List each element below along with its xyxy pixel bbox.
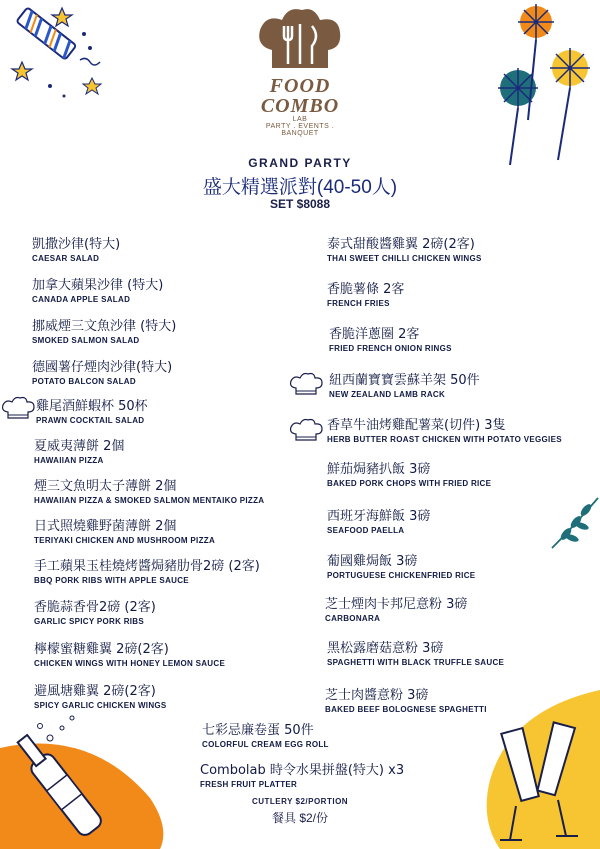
chef-hat-icon xyxy=(250,6,350,76)
menu-item xyxy=(36,399,148,425)
item-name-zh: 香脆洋蔥圈 2客 xyxy=(329,327,420,342)
menu-item xyxy=(32,237,120,263)
set-price: SET $8088 xyxy=(269,197,331,211)
menu-item xyxy=(329,327,452,353)
item-name-en: HAWAIIAN PIZZA xyxy=(34,456,104,465)
item-name-zh: 香脆薯條 2客 xyxy=(327,282,405,297)
item-name-zh: 檸檬蜜糖雞翼 2磅(2客) xyxy=(34,642,169,657)
champagne-bottle-icon xyxy=(0,708,180,849)
item-name-zh: 挪威煙三文魚沙律 (特大) xyxy=(32,319,177,334)
item-name-en: COLORFUL CREAM EGG ROLL xyxy=(202,740,329,749)
cutlery-note-en: CUTLERY $2/PORTION xyxy=(251,797,349,806)
menu-item xyxy=(329,373,480,399)
menu-item xyxy=(325,597,467,623)
logo-line-2: COMBO xyxy=(260,95,340,117)
item-name-zh: 手工蘋果玉桂燒烤醬焗豬肋骨2磅 (2客) xyxy=(34,559,260,574)
item-name-en: FRIED FRENCH ONION RINGS xyxy=(329,344,452,353)
item-name-zh: 泰式甜酸醬雞翼 2磅(2客) xyxy=(327,237,475,252)
firework-icon xyxy=(488,0,600,170)
menu-item xyxy=(327,509,430,535)
item-name-zh: 西班牙海鮮飯 3磅 xyxy=(327,509,431,524)
item-name-zh: 鮮茄焗豬扒飯 3磅 xyxy=(327,462,431,477)
menu-item xyxy=(34,642,225,668)
menu-item xyxy=(327,237,482,263)
item-name-en: SEAFOOD PAELLA xyxy=(327,526,405,535)
menu-item xyxy=(327,641,504,667)
title-zh: 盛大精選派對(40-50人) xyxy=(202,177,398,198)
item-name-en: GARLIC SPICY PORK RIBS xyxy=(34,617,145,626)
item-name-zh: 避風塘雞翼 2磅(2客) xyxy=(34,684,156,699)
menu-item xyxy=(327,462,491,488)
logo xyxy=(250,6,350,136)
chef-hat-icon xyxy=(288,418,324,444)
item-name-en: TERIYAKI CHICKEN AND MUSHROOM PIZZA xyxy=(34,536,216,545)
item-name-en: HAWAIIAN PIZZA & SMOKED SALMON MENTAIKO PIZZA xyxy=(34,496,265,505)
menu-item xyxy=(327,418,562,444)
item-name-en: PRAWN COCKTAIL SALAD xyxy=(36,416,145,425)
item-name-zh: 加拿大蘋果沙律 (特大) xyxy=(32,278,164,293)
menu-item xyxy=(200,763,404,789)
item-name-en: NEW ZEALAND LAMB RACK xyxy=(329,390,446,399)
menu-item xyxy=(34,439,124,465)
menu-item xyxy=(325,688,487,714)
menu-item xyxy=(34,600,156,626)
menu-item xyxy=(34,479,264,505)
menu-item xyxy=(202,723,329,749)
item-name-en: SMOKED SALMON SALAD xyxy=(32,336,140,345)
item-name-zh: 煙三文魚明太子薄餅 2個 xyxy=(34,479,177,494)
item-name-en: FRENCH FRIES xyxy=(327,299,390,308)
item-name-zh: 紐西蘭寶寶雲蘇羊架 50件 xyxy=(329,373,480,388)
item-name-en: CAESAR SALAD xyxy=(32,254,100,263)
cutlery-note-zh: 餐具 $2/份 xyxy=(271,811,329,825)
leaf-branch-icon xyxy=(548,492,600,552)
item-name-zh: 七彩忌廉卷蛋 50件 xyxy=(202,723,314,738)
item-name-zh: 芝士煙肉卡邦尼意粉 3磅 xyxy=(325,597,468,612)
title-en: GRAND PARTY xyxy=(248,156,352,170)
menu-item xyxy=(327,554,475,580)
logo-lab: LAB xyxy=(292,116,308,123)
item-name-en: CANADA APPLE SALAD xyxy=(32,295,131,304)
item-name-zh: 夏威夷薄餅 2個 xyxy=(34,439,125,454)
item-name-zh: 香脆蒜香骨2磅 (2客) xyxy=(34,600,156,615)
chef-hat-icon xyxy=(288,372,324,398)
menu-item xyxy=(34,684,167,710)
party-popper-icon xyxy=(0,0,110,110)
item-name-zh: 日式照燒雞野菌薄餅 2個 xyxy=(34,519,177,534)
menu-item xyxy=(32,360,172,386)
logo-tagline: PARTY . EVENTS . BANQUET xyxy=(265,123,335,137)
menu-item xyxy=(34,559,260,585)
item-name-zh: 德國薯仔煙肉沙律(特大) xyxy=(32,360,173,375)
item-name-en: PORTUGUESE CHICKENFRIED RICE xyxy=(327,571,476,580)
item-name-zh: 黑松露磨菇意粉 3磅 xyxy=(327,641,444,656)
chef-hat-icon xyxy=(0,396,36,422)
item-name-zh: 凱撒沙律(特大) xyxy=(32,237,121,252)
item-name-en: POTATO BALCON SALAD xyxy=(32,377,136,386)
item-name-en: SPAGHETTI WITH BLACK TRUFFLE SAUCE xyxy=(327,658,505,667)
item-name-en: FRESH FRUIT PLATTER xyxy=(200,780,298,789)
menu-item xyxy=(327,282,404,308)
menu-item xyxy=(34,519,215,545)
item-name-en: BAKED BEEF BOLOGNESE SPAGHETTI xyxy=(325,705,487,714)
item-name-zh: Combolab 時令水果拼盤(特大) x3 xyxy=(200,763,405,778)
item-name-en: THAI SWEET CHILLI CHICKEN WINGS xyxy=(327,254,482,263)
item-name-zh: 香草牛油烤雞配薯菜(切件) 3隻 xyxy=(327,418,506,433)
menu-item xyxy=(32,319,176,345)
item-name-zh: 葡國雞焗飯 3磅 xyxy=(327,554,418,569)
item-name-en: CARBONARA xyxy=(325,614,381,623)
item-name-zh: 芝士肉醬意粉 3磅 xyxy=(325,688,429,703)
item-name-en: SPICY GARLIC CHICKEN WINGS xyxy=(34,701,167,710)
menu-item xyxy=(32,278,163,304)
item-name-en: HERB BUTTER ROAST CHICKEN WITH POTATO VEGGIES xyxy=(327,435,562,444)
item-name-en: CHICKEN WINGS WITH HONEY LEMON SAUCE xyxy=(34,659,226,668)
item-name-en: BBQ PORK RIBS WITH APPLE SAUCE xyxy=(34,576,189,585)
logo-line-1: FOOD xyxy=(269,75,331,97)
item-name-en: BAKED PORK CHOPS WITH FRIED RICE xyxy=(327,479,492,488)
item-name-zh: 雞尾酒鮮蝦杯 50杯 xyxy=(36,399,148,414)
